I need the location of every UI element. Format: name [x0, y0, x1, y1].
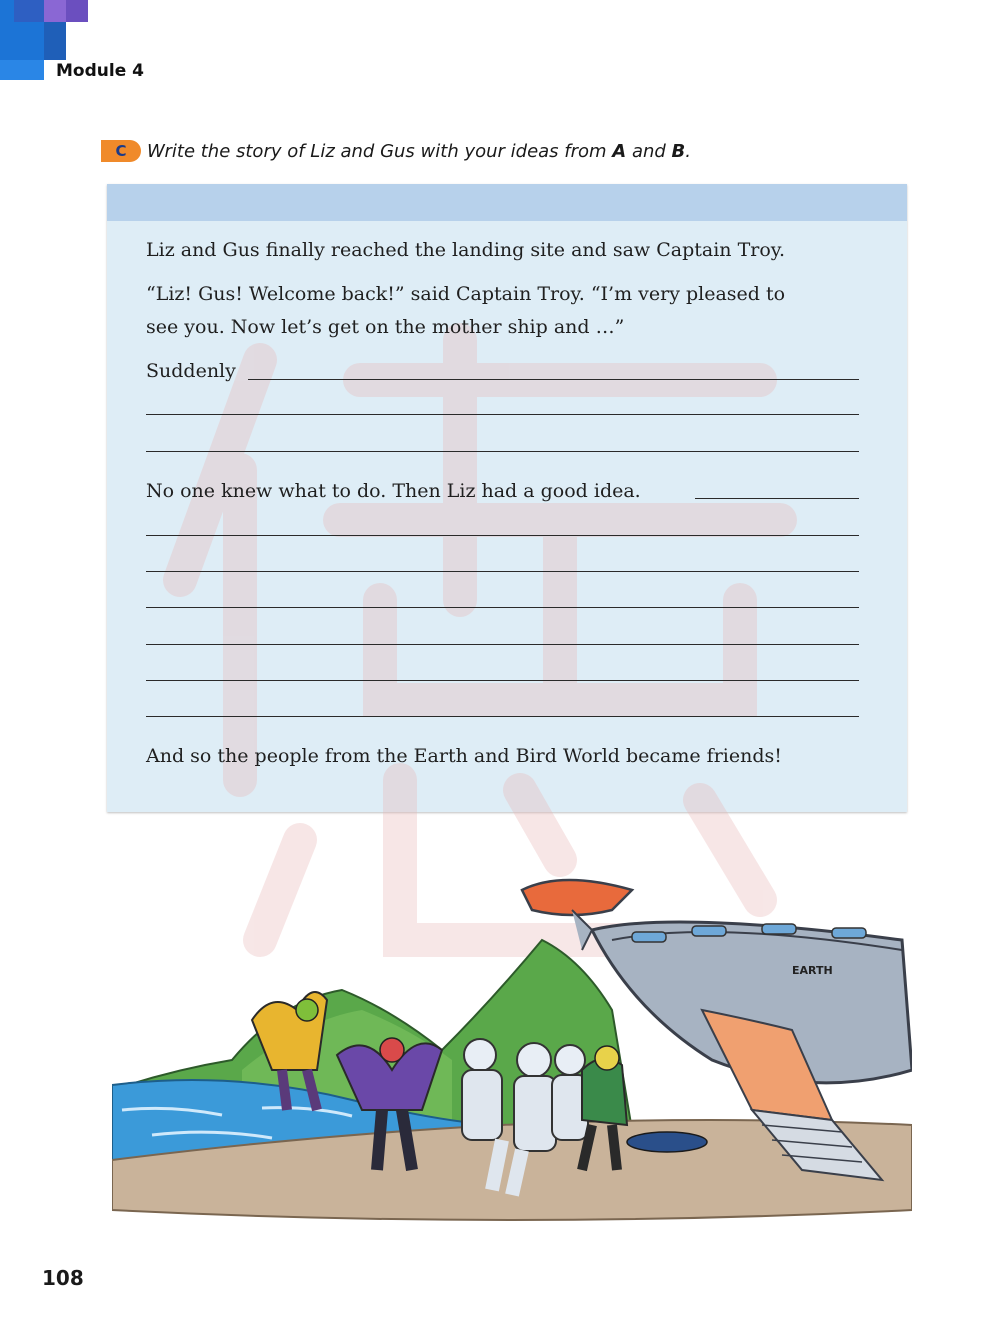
- writing-line[interactable]: [146, 716, 859, 717]
- instruction: [101, 139, 691, 163]
- writing-line[interactable]: [146, 535, 859, 536]
- instruction-bold-b: B: [671, 140, 686, 162]
- panel-header-band: [107, 184, 907, 221]
- page-number: 108: [42, 1266, 84, 1290]
- illustration: [112, 870, 912, 1230]
- story-line-2: “Liz! Gus! Welcome back!” said Captain Troy. “I’m very pleased to: [146, 283, 786, 305]
- ship-label: EARTH: [792, 964, 833, 977]
- story-line-1: Liz and Gus finally reached the landing site and saw Captain Troy.: [146, 239, 786, 261]
- suddenly-label: Suddenly: [146, 360, 236, 382]
- writing-line[interactable]: [146, 680, 859, 681]
- instruction-part-1: Write the story of Liz and Gus with your ideas from: [147, 140, 613, 162]
- writing-line[interactable]: [248, 379, 859, 380]
- writing-line[interactable]: [146, 451, 859, 452]
- section-badge: C: [101, 140, 141, 162]
- instruction-part-2: and: [626, 140, 672, 162]
- ending-line: And so the people from the Earth and Bird World became friends!: [146, 745, 782, 767]
- module-label: Module 4: [56, 61, 144, 81]
- story-line-3: see you. Now let’s get on the mother ship and …”: [146, 316, 625, 338]
- writing-line[interactable]: [146, 571, 859, 572]
- writing-line[interactable]: [146, 607, 859, 608]
- instruction-bold-a: A: [612, 140, 627, 162]
- writing-line[interactable]: [146, 644, 859, 645]
- instruction-part-3: .: [685, 140, 691, 162]
- instruction-text: [147, 141, 691, 162]
- writing-line[interactable]: [146, 414, 859, 415]
- idea-line: No one knew what to do. Then Liz had a good idea.: [146, 480, 641, 502]
- writing-line[interactable]: [695, 498, 859, 499]
